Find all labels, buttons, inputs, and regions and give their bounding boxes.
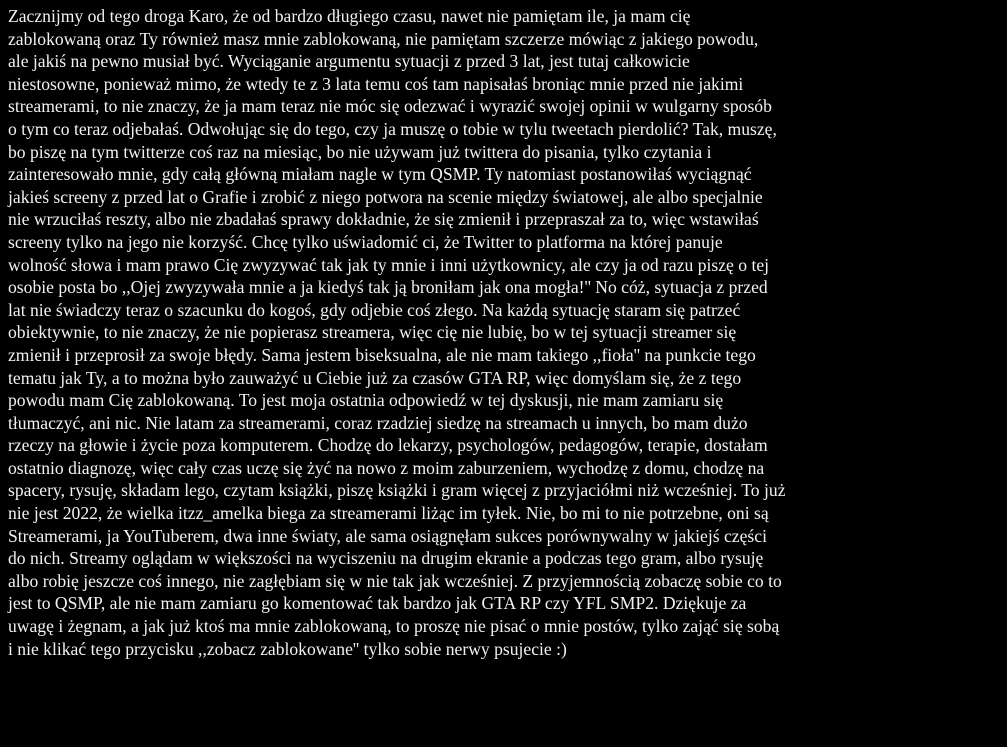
document-body-text[interactable]: Zacznijmy od tego droga Karo, że od bardzo długiego czasu, nawet nie pamiętam ile, ja mam cię zablokowaną oraz Ty również masz mnie zablokowaną, nie pamiętam szczerze mówiąc z jakiego powodu, ale jakiś na pewno musiał być. Wyciąganie argumentu sytuacji z przed 3 lat, jest tutaj całkowicie niestosowne, ponieważ mimo, że wtedy te z 3 lata temu coś tam napisałaś broniąc mnie przed nie jakimi streamerami, to nie znaczy, że ja mam teraz nie móc się odezwać i wyrazić swojej opinii w wulgarny sposób o tym co teraz odjebałaś. Odwołując się do tego, czy ja muszę o tobie w tylu tweetach pierdolić? Tak, muszę, bo piszę na tym twitterze coś raz na miesiąc, bo nie używam już twittera do pisania, tylko czytania i zainteresowało mnie, gdy całą główną miałam nagle w tym QSMP. Ty natomiast postanowiłaś wyciągnąć jakieś screeny z przed lat o Grafie i zrobić z niego potwora na scenie między światowej, ale albo specjalnie nie wrzuciłaś reszty, albo nie zbadałaś sprawy dokładnie, że się zmienił i przepraszał za to, więc wstawiłaś screeny tylko na jego nie korzyść. Chcę tylko uświadomić ci, że Twitter to platforma na której panuje wolność słowa i mam prawo Cię zwyzywać tak jak ty mnie i inni użytkownicy, ale czy ja od razu piszę o tej osobie posta bo ,,Ojej zwyzywała mnie a ja kiedyś tak ją broniłam jak ona mogła!'' No cóż, sytuacja z przed lat nie świadczy teraz o szacunku do kogoś, gdy odjebie coś złego. Na każdą sytuację staram się patrzeć obiektywnie, to nie znaczy, że nie popierasz streamera, więc cię nie lubię, bo w tej sytuacji streamer się zmienił i przeprosił za swoje błędy. Sama jestem biseksualna, ale nie mam takiego ,,fioła'' na punkcie tego tematu jak Ty, a to można było zauważyć u Ciebie już za czasów GTA RP, więc domyślam się, że z tego powodu mam Cię zablokowaną. To jest moja ostatnia odpowiedź w tej dyskusji, nie mam zamiaru się tłumaczyć, ani nic. Nie latam za streamerami, coraz rzadziej siedzę na streamach u innych, bo mam dużo rzeczy na głowie i życie poza komputerem. Chodzę do lekarzy, psychologów, pedagogów, terapie, dostałam ostatnio diagnozę, więc cały czas uczę się żyć na nowo z moim zaburzeniem, wychodzę z domu, chodzę na spacery, rysuję, składam lego, czytam książki, piszę książki i gram więcej z przyjaciółmi niż wcześniej. To już nie jest 2022, że wielka itzz_amelka biega za streamerami liżąc im tyłek. Nie, bo mi to nie potrzebne, oni są Streamerami, ja YouTuberem, dwa inne światy, ale sama osiągnęłam sukces porównywalny w jakiejś części do nich. Streamy oglądam w większości na wyciszeniu na drugim ekranie a podczas tego gram, albo rysuję albo robię jeszcze coś innego, nie zagłębiam się w nie tak jak wcześniej. Z przyjemnością zobaczę sobie co to jest to QSMP, ale nie mam zamiaru go komentować tak bardzo jak GTA RP czy YFL SMP2. Dziękuje za uwagę i żegnam, a jak już ktoś ma mnie zablokowaną, to proszę nie pisać o mnie postów, tylko zająć się sobą i nie klikać tego przycisku ,,zobacz zablokowane'' tylko sobie nerwy psujecie :) [8,6,786,659]
